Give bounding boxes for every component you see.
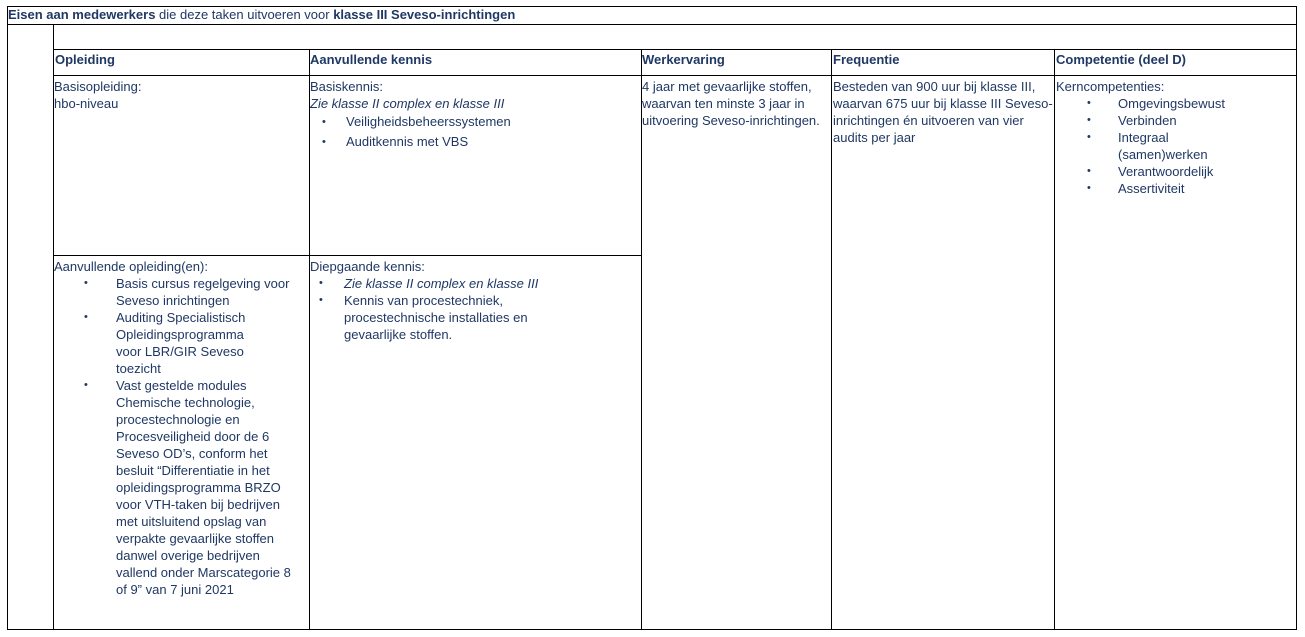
list-item [1056, 163, 1294, 180]
bullet-icon: • [84, 311, 88, 323]
list-item-text: Verbinden [1118, 113, 1177, 128]
table-title [7, 6, 1297, 25]
list-item-text: Veiligheidsbeheerssystemen [346, 114, 511, 129]
frequentie-text: Besteden van 900 uur bij klasse III, waarvan 675 uur bij klasse III Seveso-inrichtingen én uitvoeren van vier audits per jaar [833, 79, 1053, 145]
list-item-text: Omgevingsbewust [1118, 96, 1225, 111]
opleiding-basis-value: hbo-niveau [54, 96, 119, 111]
divider [641, 49, 642, 630]
empty-left-column [7, 25, 54, 630]
list-item-text: Basis cursus regelgeving voor Seveso inrichtingen [116, 276, 290, 308]
list-item-text: Kennis van procestechniek, procestechnische installaties en gevaarlijke stoffen. [344, 293, 528, 342]
list-item [54, 309, 308, 377]
opleiding-basis-cell [54, 78, 304, 112]
bullet-icon: • [1087, 182, 1091, 194]
list-item [1056, 129, 1294, 163]
divider [1054, 49, 1055, 630]
header-frequentie: Frequentie [833, 52, 900, 67]
header-werkervaring: Werkervaring [642, 52, 725, 67]
divider [54, 49, 1297, 50]
title-bold-start: Eisen aan medewerkers [8, 7, 156, 22]
kennis-basis-ref: Zie klasse II complex en klasse III [310, 96, 505, 111]
list-item-text: Assertiviteit [1118, 181, 1185, 196]
list-item [310, 292, 610, 343]
bullet-icon: • [1087, 165, 1091, 177]
title-bold-end: klasse III Seveso-inrichtingen [333, 7, 516, 22]
werkervaring-cell [642, 78, 830, 129]
bullet-icon: • [1087, 114, 1091, 126]
kennis-diep-label: Diepgaande kennis: [310, 259, 425, 274]
list-item [310, 112, 638, 132]
divider [54, 255, 641, 256]
list-item-text: Auditing Specialistisch Opleidingsprogramma voor LBR/GIR Seveso toezicht [116, 310, 246, 376]
kennis-diep-cell [310, 258, 610, 343]
bullet-icon: • [322, 136, 326, 148]
competentie-list [1056, 95, 1294, 197]
kennis-basis-label: Basiskennis: [310, 79, 383, 94]
divider [54, 75, 1297, 76]
opleiding-basis-label: Basisopleiding: [54, 79, 142, 94]
competentie-cell [1056, 78, 1294, 197]
competentie-label: Kerncompetenties: [1056, 79, 1165, 94]
list-item-text: Zie klasse II complex en klasse III [344, 276, 539, 291]
list-item-text: Integraal (samen)werken [1118, 130, 1208, 162]
kennis-basis-cell [310, 78, 638, 152]
bullet-icon: • [322, 116, 326, 128]
bullet-icon: • [1087, 131, 1091, 143]
bullet-icon: • [84, 277, 88, 289]
list-item [54, 275, 308, 309]
list-item [54, 377, 308, 598]
bullet-icon: • [319, 294, 323, 306]
opleiding-aanvullend-cell [54, 258, 308, 598]
kennis-diep-list [310, 275, 610, 343]
list-item-text: Verantwoordelijk [1118, 164, 1214, 179]
title-middle: die deze taken uitvoeren voor [155, 7, 334, 22]
header-competentie: Competentie (deel D) [1056, 52, 1187, 67]
empty-row [7, 25, 1297, 49]
list-item [1056, 180, 1294, 197]
list-item [1056, 112, 1294, 129]
opleiding-aanvullend-label: Aanvullende opleiding(en): [54, 259, 208, 274]
header-aanvullende-kennis: Aanvullende kennis [310, 52, 433, 67]
header-opleiding: Opleiding [55, 52, 115, 67]
kennis-basis-list [310, 112, 638, 152]
list-item [310, 275, 610, 292]
frequentie-cell [833, 78, 1053, 146]
opleiding-list [54, 275, 308, 598]
list-item [310, 132, 638, 152]
bullet-icon: • [319, 277, 323, 289]
bullet-icon: • [1087, 97, 1091, 109]
divider [831, 49, 832, 630]
list-item-text: Vast gestelde modules Chemische technologie, procestechnologie en Procesveiligheid door de 6 Seveso OD’s, conform het besluit “Differentiatie in het opleidingsprogramma BRZO voor VTH-taken bij bedrijven met uitsluitend opslag van verpakte gevaarlijke stoffen danwel overige bedrijven vallend onder Marscategorie 8 of 9” van 7 juni 2021 [116, 378, 291, 597]
list-item [1056, 95, 1294, 112]
werkervaring-text: 4 jaar met gevaarlijke stoffen, waarvan ten minste 3 jaar in uitvoering Seveso-inrichtingen. [642, 79, 820, 128]
list-item-text: Auditkennis met VBS [346, 134, 469, 149]
bullet-icon: • [84, 379, 88, 391]
